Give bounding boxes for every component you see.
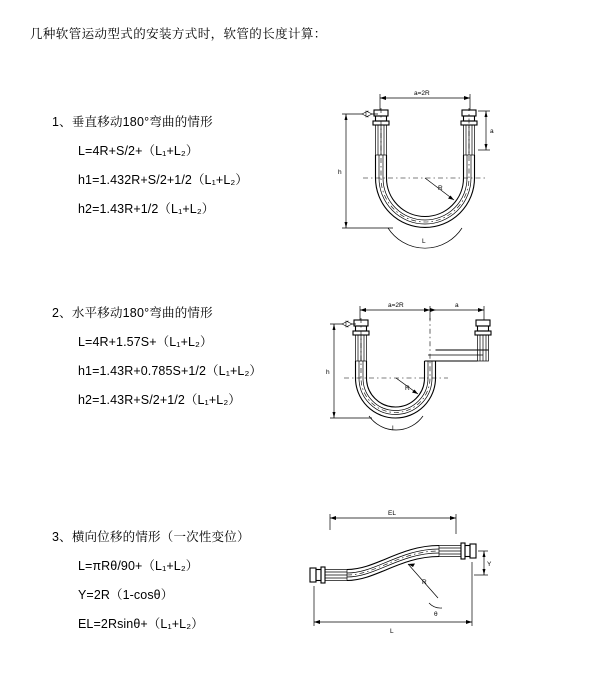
section-3-formula-1: L=πRθ/90+（L₁+L₂）: [78, 559, 199, 573]
section-1-formula-3: h2=1.43R+1/2（L₁+L₂）: [78, 202, 215, 216]
figure-3-offset-label: Y: [487, 561, 492, 568]
figure-1-length-label: L: [422, 238, 426, 245]
section-2-text: [52, 303, 262, 408]
figure-2-radius-label: R: [405, 385, 410, 392]
figure-1-top-dim-label: a=2R: [414, 90, 430, 97]
figure-1: [318, 78, 498, 268]
figure-1-side-label: a: [490, 128, 494, 135]
section-1-formula-2: h1=1.432R+S/2+1/2（L₁+L₂）: [78, 173, 248, 187]
figure-3: [296, 500, 496, 640]
figure-1-height-label: h: [338, 169, 342, 176]
section-3-text: [52, 527, 250, 632]
section-3-title: 3、横向位移的情形（一次性变位）: [52, 530, 250, 544]
figure-2: [312, 290, 502, 450]
section-2-formula-1: L=4R+1.57S+（L₁+L₂）: [78, 335, 213, 349]
section-1-title: 1、垂直移动180°弯曲的情形: [52, 115, 213, 129]
section-1-text: [52, 112, 248, 217]
figure-2-height-label: h: [326, 369, 330, 376]
figure-2-length-label: L: [392, 425, 396, 432]
section-3-formula-2: Y=2R（1-cosθ）: [78, 588, 174, 602]
section-2-formula-3: h2=1.43R+S/2+1/2（L₁+L₂）: [78, 393, 241, 407]
section-2-formula-2: h1=1.43R+0.785S+1/2（L₁+L₂）: [78, 364, 263, 378]
figure-2-top-dim2-label: a: [455, 302, 459, 309]
section-2-title: 2、水平移动180°弯曲的情形: [52, 306, 213, 320]
figure-3-radius-label: R: [422, 579, 427, 586]
figure-3-angle-label: θ: [434, 611, 438, 618]
section-3-formula-3: EL=2Rsinθ+（L₁+L₂）: [78, 617, 204, 631]
page-title: 几种软管运动型式的安装方式时，软管的长度计算：: [30, 27, 327, 41]
figure-1-radius-label: R: [438, 185, 443, 192]
section-1-formula-1: L=4R+S/2+（L₁+L₂）: [78, 144, 199, 158]
figure-2-top-dim-label: a=2R: [388, 302, 404, 309]
figure-3-top-dim-label: EL: [388, 510, 396, 517]
figure-3-length-label: L: [390, 628, 394, 635]
